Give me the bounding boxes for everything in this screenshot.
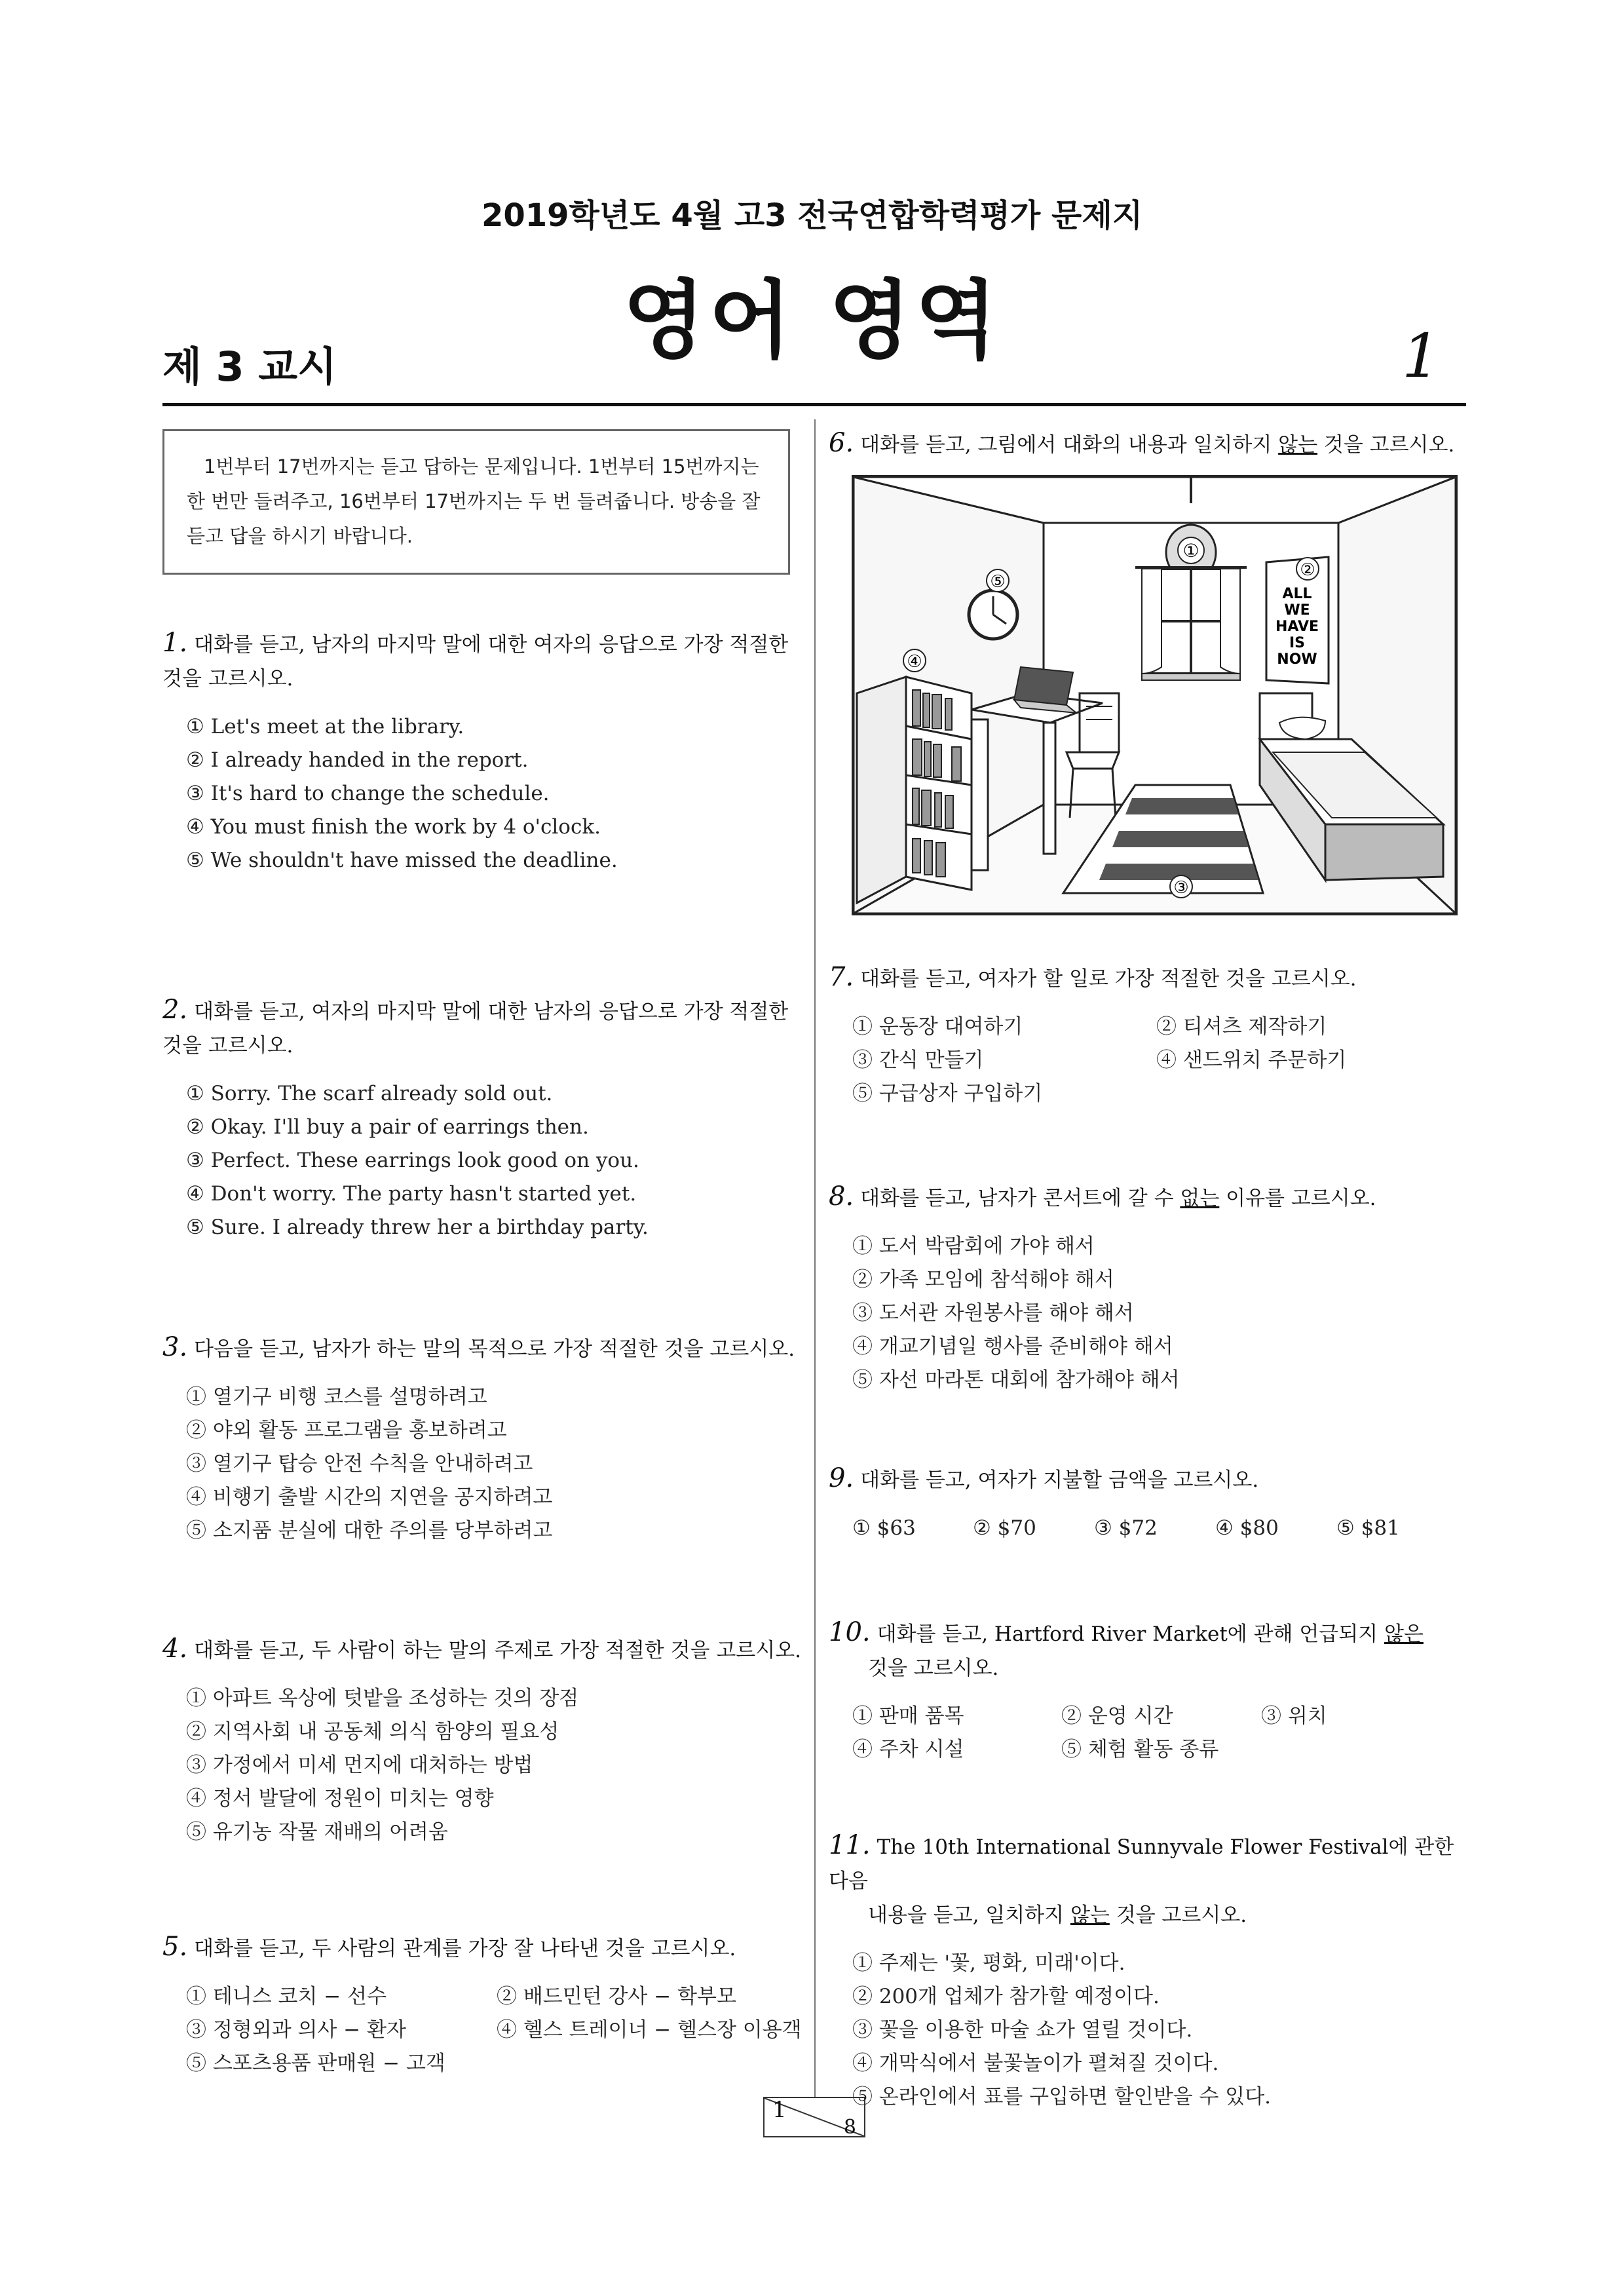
question-3-stem — [162, 1330, 808, 1366]
question-text: 대화를 듣고, 두 사람의 관계를 가장 잘 나타낸 것을 고르시오. — [194, 1937, 736, 1961]
instruction-box: 1번부터 17번까지는 듣고 답하는 문제입니다. 1번부터 15번까지는 한 번만 들려주고, 16번부터 17번까지는 두 번 들려줍니다. 방송을 잘 듣고 답을 하시기 바랍니다. — [162, 429, 790, 575]
option-list — [829, 1512, 1471, 1548]
option-3[interactable]: ③ 위치 — [1261, 1704, 1327, 1728]
option-list — [162, 1077, 808, 1244]
question-text-emphasis: 없는 — [1180, 1187, 1220, 1210]
question-text-continued — [829, 1898, 1490, 1932]
header-divider — [162, 403, 1466, 406]
option-1[interactable]: ① 주제는 '꽃, 평화, 미래'이다. — [852, 1951, 1125, 1975]
option-5[interactable]: ⑤ 자선 마라톤 대회에 참가해야 해서 — [852, 1368, 1180, 1392]
question-text: 대화를 듣고, 여자가 할 일로 가장 적절한 것을 고르시오. — [860, 967, 1357, 991]
option-3[interactable]: ③ 가정에서 미세 먼지에 대처하는 방법 — [186, 1753, 533, 1777]
question-4-stem — [162, 1632, 808, 1668]
period-label: 제 3 교시 — [162, 343, 337, 391]
option-5[interactable]: ⑤ 온라인에서 표를 구입하면 할인받을 수 있다. — [852, 2085, 1272, 2109]
option-4[interactable]: ④ 개막식에서 불꽃놀이가 펼쳐질 것이다. — [852, 2052, 1219, 2075]
question-text: 대화를 듣고, 두 사람이 하는 말의 주제로 가장 적절한 것을 고르시오. — [194, 1639, 801, 1662]
option-4[interactable]: ④ 정서 발달에 정원이 미치는 영향 — [186, 1787, 494, 1810]
option-2[interactable]: ② $70 — [973, 1516, 1036, 1540]
option-3[interactable]: ③ $72 — [1094, 1516, 1158, 1540]
question-number: 2. — [162, 995, 188, 1025]
option-list — [162, 1682, 808, 1849]
question-text: 대화를 듣고, 여자가 지불할 금액을 고르시오. — [860, 1468, 1259, 1492]
question-7-stem — [829, 960, 1471, 996]
current-page: 1 — [772, 2097, 787, 2123]
poster-line: ALL — [1282, 586, 1312, 602]
question-8-stem — [829, 1179, 1471, 1215]
question-2 — [162, 993, 808, 1244]
poster-line: WE — [1284, 602, 1310, 619]
question-11-stem — [829, 1828, 1471, 1898]
option-2[interactable]: ② 야외 활동 프로그램을 홍보하려고 — [186, 1419, 507, 1442]
page-number: 1 — [1402, 321, 1441, 391]
option-list — [162, 1980, 808, 2085]
option-3[interactable]: ③ It's hard to change the schedule. — [186, 782, 550, 805]
option-1[interactable]: ① 도서 박람회에 가야 해서 — [852, 1234, 1095, 1258]
question-text: 다음을 듣고, 남자가 하는 말의 목적으로 가장 적절한 것을 고르시오. — [194, 1337, 795, 1361]
option-4[interactable]: ④ Don't worry. The party hasn't started yet. — [186, 1182, 637, 1206]
question-text: 대화를 듣고, 남자의 마지막 말에 대한 여자의 응답으로 가장 적절한 것을 고르시오. — [162, 633, 789, 691]
exam-subtitle: 2019학년도 4월 고3 전국연합학력평가 문제지 — [481, 197, 1143, 234]
option-4[interactable]: ④ 개교기념일 행사를 준비해야 해서 — [852, 1335, 1173, 1358]
question-9-stem — [829, 1461, 1471, 1497]
option-list — [829, 1010, 1471, 1115]
question-8 — [829, 1179, 1471, 1397]
question-text-emphasis: 않은 — [1384, 1622, 1424, 1646]
room-drawing — [854, 477, 1456, 913]
question-1 — [162, 626, 808, 877]
question-text-after: 이유를 고르시오. — [1219, 1187, 1376, 1210]
option-2[interactable]: ② 티셔츠 제작하기 — [1156, 1015, 1327, 1039]
poster-line: IS — [1289, 635, 1306, 651]
room-illustration — [852, 475, 1458, 915]
option-1[interactable]: ① 테니스 코치 − 선수 — [186, 1985, 387, 2008]
option-2[interactable]: ② 200개 업체가 참가할 예정이다. — [852, 1985, 1160, 2008]
option-3[interactable]: ③ 간식 만들기 — [852, 1048, 984, 1072]
question-number: 10. — [829, 1617, 871, 1647]
option-list — [829, 1230, 1471, 1397]
total-pages: 8 — [843, 2116, 856, 2139]
question-4 — [162, 1632, 808, 1849]
option-5[interactable]: ⑤ 체험 활동 종류 — [1061, 1738, 1219, 1761]
option-1[interactable]: ① Sorry. The scarf already sold out. — [186, 1082, 553, 1105]
question-number: 11. — [829, 1830, 871, 1860]
page-title: 영어 영역 — [622, 271, 1002, 370]
question-5 — [162, 1930, 808, 2085]
option-2[interactable]: ② I already handed in the report. — [186, 748, 529, 772]
figure-label-2: ② — [1300, 560, 1315, 580]
option-3[interactable]: ③ Perfect. These earrings look good on you. — [186, 1149, 639, 1172]
option-1[interactable]: ① $63 — [852, 1516, 916, 1540]
option-3[interactable]: ③ 꽃을 이용한 마술 쇼가 열릴 것이다. — [852, 2018, 1193, 2042]
option-5[interactable]: ⑤ 소지품 분실에 대한 주의를 당부하려고 — [186, 1519, 553, 1542]
option-4[interactable]: ④ 샌드위치 주문하기 — [1156, 1048, 1347, 1072]
option-5[interactable]: ⑤ $81 — [1336, 1516, 1400, 1540]
question-11 — [829, 1828, 1490, 2114]
question-1-stem — [162, 626, 808, 696]
option-list — [162, 710, 808, 877]
page-indicator — [763, 2097, 865, 2137]
option-1[interactable]: ① Let's meet at the library. — [186, 715, 464, 738]
question-text-line1: The 10th International Sunnyvale Flower Festival에 관한 다음 — [829, 1835, 1454, 1893]
option-list — [829, 1700, 1471, 1772]
question-number: 6. — [829, 428, 854, 458]
question-10 — [829, 1615, 1490, 1772]
question-text: 대화를 듣고, 여자의 마지막 말에 대한 남자의 응답으로 가장 적절한 것을 고르시오. — [162, 1000, 789, 1058]
question-3 — [162, 1330, 808, 1548]
figure-label-1: ① — [1182, 540, 1199, 562]
option-2[interactable]: ② Okay. I'll buy a pair of earrings then. — [186, 1115, 589, 1139]
question-text-before: 대화를 듣고, 그림에서 대화의 내용과 일치하지 — [860, 433, 1279, 457]
option-3[interactable]: ③ 정형외과 의사 − 환자 — [186, 2018, 406, 2042]
question-9 — [829, 1461, 1471, 1548]
option-4[interactable]: ④ $80 — [1215, 1516, 1279, 1540]
option-list — [162, 1381, 808, 1548]
question-text-before: 대화를 듣고, 남자가 콘서트에 갈 수 — [860, 1187, 1180, 1210]
option-2[interactable]: ② 가족 모임에 참석해야 해서 — [852, 1268, 1114, 1292]
option-2[interactable]: ② 배드민턴 강사 − 학부모 — [497, 1985, 736, 2008]
question-5-stem — [162, 1930, 808, 1966]
option-1[interactable]: ① 판매 품목 — [852, 1704, 964, 1728]
question-text-after: 것을 고르시오. — [1109, 1904, 1247, 1927]
question-6-stem — [829, 426, 1471, 462]
option-list — [829, 1947, 1490, 2114]
question-number: 5. — [162, 1932, 188, 1962]
option-4[interactable]: ④ 비행기 출발 시간의 지연을 공지하려고 — [186, 1485, 553, 1509]
poster-line: HAVE — [1275, 619, 1319, 635]
question-text-after: 것을 고르시오. — [1317, 433, 1455, 457]
question-text-before: 대화를 듣고, Hartford River Market에 관해 언급되지 — [877, 1622, 1384, 1646]
option-2[interactable]: ② 운영 시간 — [1061, 1704, 1173, 1728]
option-1[interactable]: ① 열기구 비행 코스를 설명하려고 — [186, 1385, 487, 1409]
question-text-before: 내용을 듣고, 일치하지 — [868, 1904, 1070, 1927]
question-10-stem — [829, 1615, 1471, 1651]
option-3[interactable]: ③ 도서관 자원봉사를 해야 해서 — [852, 1301, 1134, 1325]
option-5[interactable]: ⑤ We shouldn't have missed the deadline. — [186, 849, 618, 872]
option-1[interactable]: ① 운동장 대여하기 — [852, 1015, 1023, 1039]
question-number: 7. — [829, 962, 854, 992]
question-number: 1. — [162, 628, 188, 658]
option-5[interactable]: ⑤ 유기농 작물 재배의 어려움 — [186, 1820, 448, 1844]
question-6 — [829, 426, 1471, 462]
question-text-emphasis: 않는 — [1278, 433, 1318, 457]
option-5[interactable]: ⑤ 구급상자 구입하기 — [852, 1082, 1043, 1105]
question-number: 4. — [162, 1634, 188, 1664]
option-1[interactable]: ① 아파트 옥상에 텃밭을 조성하는 것의 장점 — [186, 1687, 579, 1710]
figure-label-3: ③ — [1173, 878, 1189, 898]
question-7 — [829, 960, 1471, 1115]
option-5[interactable]: ⑤ Sure. I already threw her a birthday party. — [186, 1215, 649, 1239]
option-3[interactable]: ③ 열기구 탑승 안전 수칙을 안내하려고 — [186, 1452, 533, 1476]
option-4[interactable]: ④ 헬스 트레이너 − 헬스장 이용객 — [497, 2018, 802, 2042]
question-number: 9. — [829, 1463, 854, 1493]
poster-line: NOW — [1277, 651, 1317, 668]
figure-label-5: ⑤ — [990, 572, 1006, 592]
question-text-emphasis: 않는 — [1070, 1904, 1110, 1927]
question-2-stem — [162, 993, 808, 1063]
question-number: 8. — [829, 1181, 854, 1212]
option-5[interactable]: ⑤ 스포츠용품 판매원 − 고객 — [186, 2052, 445, 2075]
question-text-continued: 것을 고르시오. — [868, 1656, 999, 1680]
figure-label-4: ④ — [907, 652, 922, 672]
option-4[interactable]: ④ You must finish the work by 4 o'clock. — [186, 815, 601, 839]
option-2[interactable]: ② 지역사회 내 공동체 의식 함양의 필요성 — [186, 1720, 559, 1744]
question-number: 3. — [162, 1332, 188, 1362]
option-4[interactable]: ④ 주차 시설 — [852, 1738, 964, 1761]
column-divider — [814, 419, 816, 2097]
